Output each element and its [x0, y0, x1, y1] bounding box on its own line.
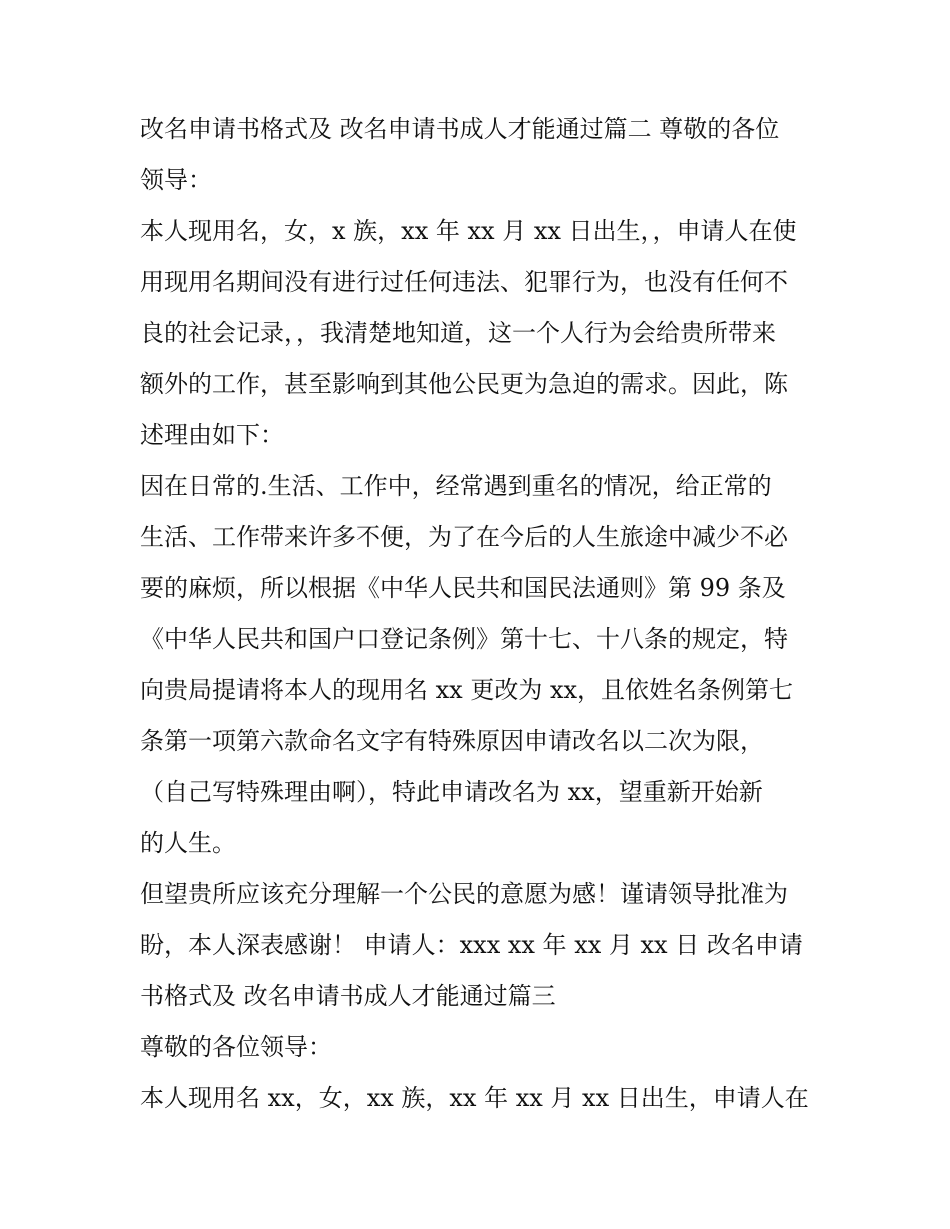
- text-line: 盼，本人深表感谢！ 申请人：xxx xx 年 xx 月 xx 日 改名申请: [140, 931, 803, 959]
- text-line: 书格式及 改名申请书成人才能通过篇三: [140, 982, 556, 1010]
- text-line: 向贵局提请将本人的现用名 xx 更改为 xx，且依姓名条例第七: [140, 676, 794, 704]
- text-line: 条第一项第六款命名文字有特殊原因申请改名以二次为限，: [140, 727, 764, 755]
- text-line: 生活、工作带来许多不便，为了在今后的人生旅途中减少不必: [140, 523, 788, 551]
- text-line: 额外的工作，甚至影响到其他公民更为急迫的需求。因此，陈: [140, 370, 788, 398]
- text-line: 要的麻烦，所以根据《中华人民共和国民法通则》第 99 条及: [140, 574, 786, 602]
- text-line: 述理由如下：: [140, 421, 284, 449]
- text-line: 良的社会记录，，我清楚地知道，这一个人行为会给贵所带来: [140, 319, 776, 347]
- text-line: 改名申请书格式及 改名申请书成人才能通过篇二 尊敬的各位: [140, 115, 780, 143]
- text-line: 但望贵所应该充分理解一个公民的意愿为感！谨请领导批准为: [140, 880, 788, 908]
- text-line: 尊敬的各位领导：: [140, 1033, 332, 1061]
- text-line: 本人现用名 xx，女，xx 族，xx 年 xx 月 xx 日出生，申请人在: [140, 1084, 809, 1112]
- text-line: 本人现用名，女，x 族，xx 年 xx 月 xx 日出生，，申请人在使: [140, 217, 797, 245]
- text-line: 用现用名期间没有进行过任何违法、犯罪行为，也没有任何不: [140, 268, 788, 296]
- text-line: 《中华人民共和国户口登记条例》第十七、十八条的规定，特: [140, 625, 788, 653]
- text-line: 领导：: [140, 166, 212, 194]
- text-line: 因在日常的.生活、工作中，经常遇到重名的情况，给正常的: [140, 472, 772, 500]
- document-body: [140, 104, 830, 1124]
- text-line: 的人生。: [140, 829, 236, 857]
- text-line: （自己写特殊理由啊），特此申请改名为 xx，望重新开始新: [140, 778, 763, 806]
